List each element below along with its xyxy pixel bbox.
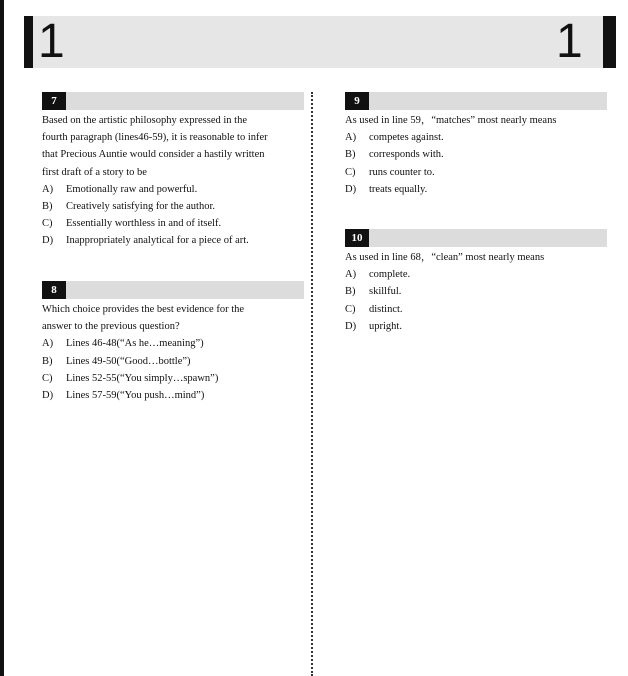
question-number: 7 <box>42 92 66 110</box>
question-stem-line: As used in line 68，“clean” most nearly means <box>345 252 545 263</box>
choice-text: upright. <box>369 320 402 332</box>
answer-choice-b[interactable] <box>345 146 607 163</box>
choice-text: runs counter to. <box>369 166 435 178</box>
choice-letter: A) <box>42 183 54 195</box>
choice-text: Inappropriately analytical for a piece of art. <box>66 235 249 247</box>
question-number: 8 <box>42 281 66 299</box>
choice-letter: C) <box>345 303 356 315</box>
answer-choice-b[interactable] <box>42 353 304 370</box>
choice-letter: B) <box>42 201 53 213</box>
question-stem-line: first draft of a story to be <box>42 166 147 178</box>
question-header <box>345 229 607 247</box>
section-number-right: 1 <box>556 15 583 68</box>
question-7 <box>42 92 304 250</box>
choice-letter: D) <box>345 320 357 332</box>
choice-text: complete. <box>369 269 411 281</box>
choice-letter: C) <box>345 166 356 178</box>
section-number-left: 1 <box>38 15 65 68</box>
choice-text: Essentially worthless in and of itself. <box>66 218 222 230</box>
answer-choice-d[interactable] <box>345 181 607 198</box>
choice-letter: D) <box>42 390 54 402</box>
answer-choice-c[interactable] <box>42 370 304 387</box>
question-stem-line: Based on the artistic philosophy expressed in the <box>42 115 248 126</box>
answer-choice-d[interactable] <box>42 232 304 249</box>
question-body <box>42 112 304 250</box>
choice-letter: A) <box>345 132 357 144</box>
choice-letter: A) <box>345 269 357 281</box>
question-header <box>42 281 304 299</box>
question-stem-line: that Precious Auntie would consider a hastily written <box>42 149 265 161</box>
choice-text: Creatively satisfying for the author. <box>66 201 216 213</box>
choice-letter: D) <box>42 235 54 247</box>
answer-choice-a[interactable] <box>42 181 304 198</box>
page-edge <box>0 0 4 676</box>
choice-text: Lines 46-48(“As he…meaning”) <box>66 338 204 350</box>
choice-letter: B) <box>345 149 356 161</box>
choice-text: Lines 52-55(“You simply…spawn”) <box>66 372 219 384</box>
choice-letter: D) <box>345 183 357 195</box>
choice-letter: C) <box>42 372 53 384</box>
answer-choice-a[interactable] <box>345 129 607 146</box>
section-header-marker-left <box>24 16 33 68</box>
question-body <box>42 301 304 404</box>
choice-text: Lines 57-59(“You push…mind”) <box>66 390 205 402</box>
choice-text: skillful. <box>369 286 402 298</box>
question-8 <box>42 281 304 404</box>
question-body <box>345 112 607 198</box>
section-header-marker-right <box>603 16 616 68</box>
choice-letter: B) <box>345 286 356 298</box>
section-header-band <box>24 16 616 68</box>
question-body <box>345 249 607 335</box>
choice-text: distinct. <box>369 303 403 315</box>
answer-choice-c[interactable] <box>345 301 607 318</box>
question-stem-line: fourth paragraph (lines46-59), it is reasonable to infer <box>42 132 268 144</box>
question-stem-line: As used in line 59，“matches” most nearly means <box>345 115 557 126</box>
question-9 <box>345 92 607 198</box>
question-10 <box>345 229 607 335</box>
question-number: 10 <box>345 229 369 247</box>
answer-choice-a[interactable] <box>42 335 304 352</box>
choice-letter: C) <box>42 218 53 230</box>
choice-text: Lines 49-50(“Good…bottle”) <box>66 355 191 367</box>
choice-letter: A) <box>42 338 54 350</box>
answer-choice-a[interactable] <box>345 266 607 283</box>
choice-text: treats equally. <box>369 183 428 195</box>
choice-text: corresponds with. <box>369 149 444 161</box>
answer-choice-b[interactable] <box>42 198 304 215</box>
question-stem-line: answer to the previous question? <box>42 321 180 333</box>
column-divider <box>311 92 313 676</box>
question-header <box>42 92 304 110</box>
answer-choice-d[interactable] <box>345 318 607 335</box>
answer-choice-d[interactable] <box>42 387 304 404</box>
choice-text: Emotionally raw and powerful. <box>66 183 198 195</box>
question-stem-line: Which choice provides the best evidence for the <box>42 304 245 315</box>
answer-choice-b[interactable] <box>345 283 607 300</box>
answer-choice-c[interactable] <box>345 164 607 181</box>
choice-text: competes against. <box>369 132 444 144</box>
question-number: 9 <box>345 92 369 110</box>
answer-choice-c[interactable] <box>42 215 304 232</box>
question-header <box>345 92 607 110</box>
choice-letter: B) <box>42 355 53 367</box>
